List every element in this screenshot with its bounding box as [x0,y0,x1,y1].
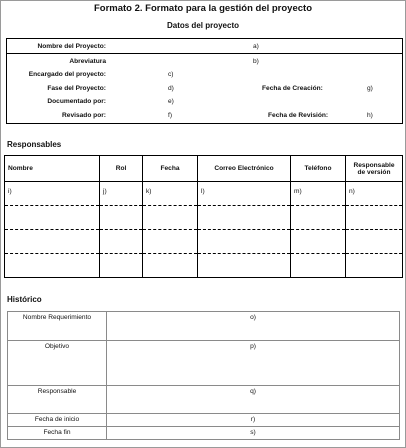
table-cell[interactable] [100,206,143,230]
historico-heading: Histórico [7,295,42,304]
table-row [5,230,403,254]
table-cell[interactable] [346,254,403,278]
table-cell[interactable] [198,182,291,206]
documented-by-value: e) [168,98,174,105]
column-header-nombre: Nombre [5,156,100,182]
reviewed-by-label: Revisado por: [62,112,106,119]
cell-value: n) [349,188,355,195]
table-cell[interactable] [143,206,198,230]
abbreviation-value: b) [253,58,259,65]
requirement-name-value[interactable]: o) [107,312,400,341]
table-cell[interactable] [346,182,403,206]
column-header-responsable-version: Responsable de versión [346,156,403,182]
table-row [8,414,400,427]
start-date-value[interactable]: r) [107,414,400,427]
column-header-telefono: Teléfono [291,156,346,182]
end-date-value[interactable]: s) [107,427,400,440]
abbreviation-label: Abreviatura [69,58,106,65]
end-date-label: Fecha fin [8,427,107,440]
cell-value: k) [146,188,152,195]
creation-date-label: Fecha de Creación: [262,85,323,92]
table-cell[interactable] [198,206,291,230]
table-cell[interactable] [346,206,403,230]
start-date-label: Fecha de inicio [8,414,107,427]
cell-value: j) [103,188,107,195]
table-cell[interactable] [291,182,346,206]
responsables-table [4,155,403,278]
section-subtitle: Datos del proyecto [166,21,239,30]
table-cell[interactable] [143,254,198,278]
document-title: Formato 2. Formato para la gestión del proyecto [93,3,312,14]
column-header-correo: Correo Electrónico [198,156,291,182]
table-cell[interactable] [100,182,143,206]
responsables-header-row [5,156,403,182]
table-cell[interactable] [143,182,198,206]
revision-date-label: Fecha de Revisión: [268,112,329,119]
cell-value: i) [8,188,12,195]
column-header-fecha: Fecha [143,156,198,182]
phase-value: d) [168,85,174,92]
table-cell[interactable] [100,230,143,254]
table-cell[interactable] [5,254,100,278]
objective-value[interactable]: p) [107,341,400,386]
documented-by-label: Documentado por: [47,98,106,105]
table-cell[interactable] [198,230,291,254]
phase-label: Fase del Proyecto: [47,85,106,92]
reviewed-by-value: f) [168,112,173,119]
manager-value: c) [168,71,174,78]
responsible-label: Responsable [8,386,107,414]
cell-value: m) [294,188,302,195]
table-cell[interactable] [5,230,100,254]
manager-label: Encargado del proyecto: [28,71,106,78]
table-row [5,254,403,278]
responsible-value[interactable]: q) [107,386,400,414]
table-cell[interactable] [5,182,100,206]
table-cell[interactable] [5,206,100,230]
table-cell[interactable] [291,254,346,278]
historico-table [7,311,400,440]
table-cell[interactable] [291,206,346,230]
table-cell[interactable] [291,230,346,254]
table-row [8,312,400,341]
objective-label: Objetivo [8,341,107,386]
responsables-heading: Responsables [7,140,62,149]
table-row [5,206,403,230]
project-data-divider [6,53,403,54]
table-row [8,427,400,440]
table-cell[interactable] [198,254,291,278]
table-cell[interactable] [143,230,198,254]
project-name-value: a) [253,43,259,50]
requirement-name-label: Nombre Requerimiento [8,312,107,341]
table-row [5,182,403,206]
project-name-label: Nombre del Proyecto: [37,43,106,50]
table-row [8,341,400,386]
table-row [8,386,400,414]
table-cell[interactable] [100,254,143,278]
creation-date-value: g) [367,85,373,92]
revision-date-value: h) [367,112,373,119]
table-cell[interactable] [346,230,403,254]
column-header-rol: Rol [100,156,143,182]
cell-value: l) [201,188,205,195]
